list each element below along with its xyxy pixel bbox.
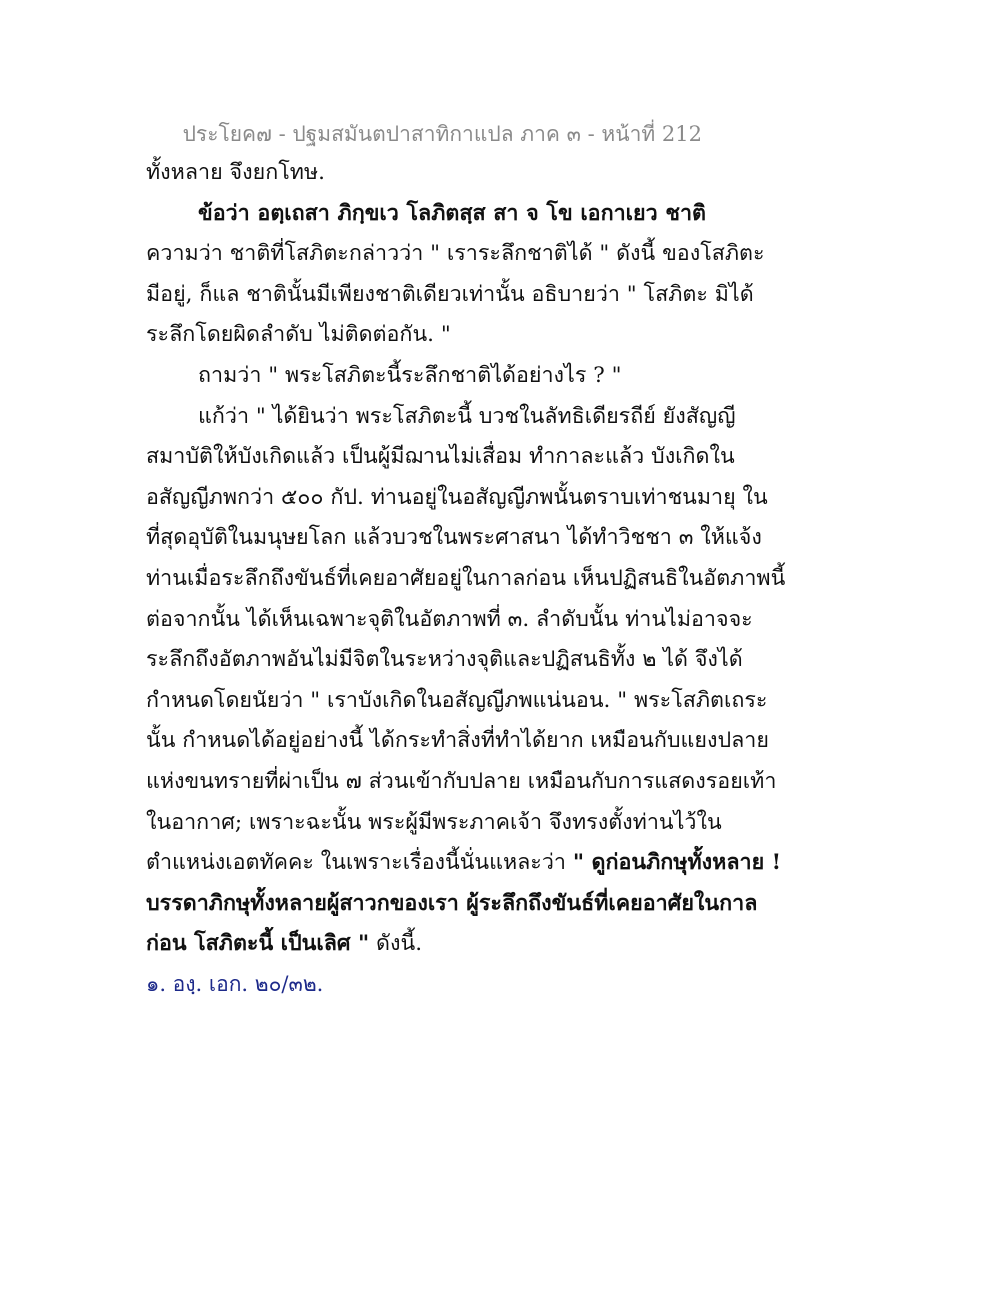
text-line: สมาบัติให้บังเกิดแล้ว เป็นผู้มีฌานไม่เสื่อม ทำกาละแล้ว บังเกิดใน <box>146 444 735 470</box>
text-line-quote-pali: ข้อว่า อตฺเถสา ภิกฺขเว โลภิตสฺส สา จ โข เอกาเยว ชาติ <box>198 200 706 226</box>
text-line: มีอยู่, ก็แล ชาตินั้นมีเพียงชาติเดียวเท่านั้น อธิบายว่า " โสภิตะ มิได้ <box>146 281 754 307</box>
footnote: ๑. องฺ. เอก. ๒๐/๓๒. <box>146 972 324 996</box>
text-line: ทั้งหลาย จึงยกโทษ. <box>146 160 325 185</box>
text-line-mixed <box>146 924 706 965</box>
text-line-bold: บรรดาภิกษุทั้งหลายผู้สาวกของเรา ผู้ระลึกถึงขันธ์ที่เคยอาศัยในกาล <box>146 890 758 916</box>
running-header: ประโยค๗ - ปฐมสมันตปาสาทิกาแปล ภาค ๓ - หน้าที่ 212 <box>182 122 702 146</box>
text-span: ตำแหน่งเอตทัคคะ ในเพราะเรื่องนี้นั่นแหละว่า <box>146 850 566 876</box>
text-line: ความว่า ชาติที่โสภิตะกล่าวว่า " เราระลึกชาติได้ " ดังนี้ ของโสภิตะ <box>146 241 765 267</box>
text-line: แก้ว่า " ได้ยินว่า พระโสภิตะนี้ บวชในลัทธิเดียรถีย์ ยังสัญญี <box>198 403 736 429</box>
text-line: ระลึกโดยผิดลำดับ ไม่ติดต่อกัน. " <box>146 322 451 348</box>
text-line: กำหนดโดยนัยว่า " เราบังเกิดในอสัญญีภพแน่นอน. " พระโสภิตเถระ <box>146 687 768 713</box>
text-span: ดังนี้. <box>376 931 423 957</box>
text-span-bold: ก่อน โสภิตะนี้ เป็นเลิศ " <box>146 931 370 957</box>
text-line: อสัญญีภพกว่า ๕๐๐ กัป. ท่านอยู่ในอสัญญีภพนั้นตราบเท่าชนมายุ ใน <box>146 484 768 510</box>
text-line: ที่สุดอุบัติในมนุษยโลก แล้วบวชในพระศาสนา ได้ทำวิชชา ๓ ให้แจ้ง <box>146 525 762 551</box>
text-line-mixed <box>146 843 782 884</box>
text-line: แห่งขนทรายที่ผ่าเป็น ๗ ส่วนเข้ากับปลาย เหมือนกับการแสดงรอยเท้า <box>146 768 777 794</box>
text-line: ถามว่า " พระโสภิตะนี้ระลึกชาติได้อย่างไร ? " <box>198 362 622 388</box>
text-span-bold: " ดูก่อนภิกษุทั้งหลาย ! <box>572 850 782 876</box>
body-text <box>146 153 786 965</box>
text-line: ในอากาศ; เพราะฉะนั้น พระผู้มีพระภาคเจ้า จึงทรงตั้งท่านไว้ใน <box>146 809 722 835</box>
text-line: ท่านเมื่อระลึกถึงขันธ์ที่เคยอาศัยอยู่ในกาลก่อน เห็นปฏิสนธิในอัตภาพนี้ <box>146 565 786 591</box>
text-line: ระลึกถึงอัตภาพอันไม่มีจิตในระหว่างจุติและปฏิสนธิทั้ง ๒ ได้ จึงได้ <box>146 647 743 673</box>
text-line: นั้น กำหนดได้อยู่อย่างนี้ ได้กระทำสิ่งที่ทำได้ยาก เหมือนกับแยงปลาย <box>146 728 769 754</box>
text-line: ต่อจากนั้น ได้เห็นเฉพาะจุติในอัตภาพที่ ๓. ลำดับนั้น ท่านไม่อาจจะ <box>146 606 753 632</box>
